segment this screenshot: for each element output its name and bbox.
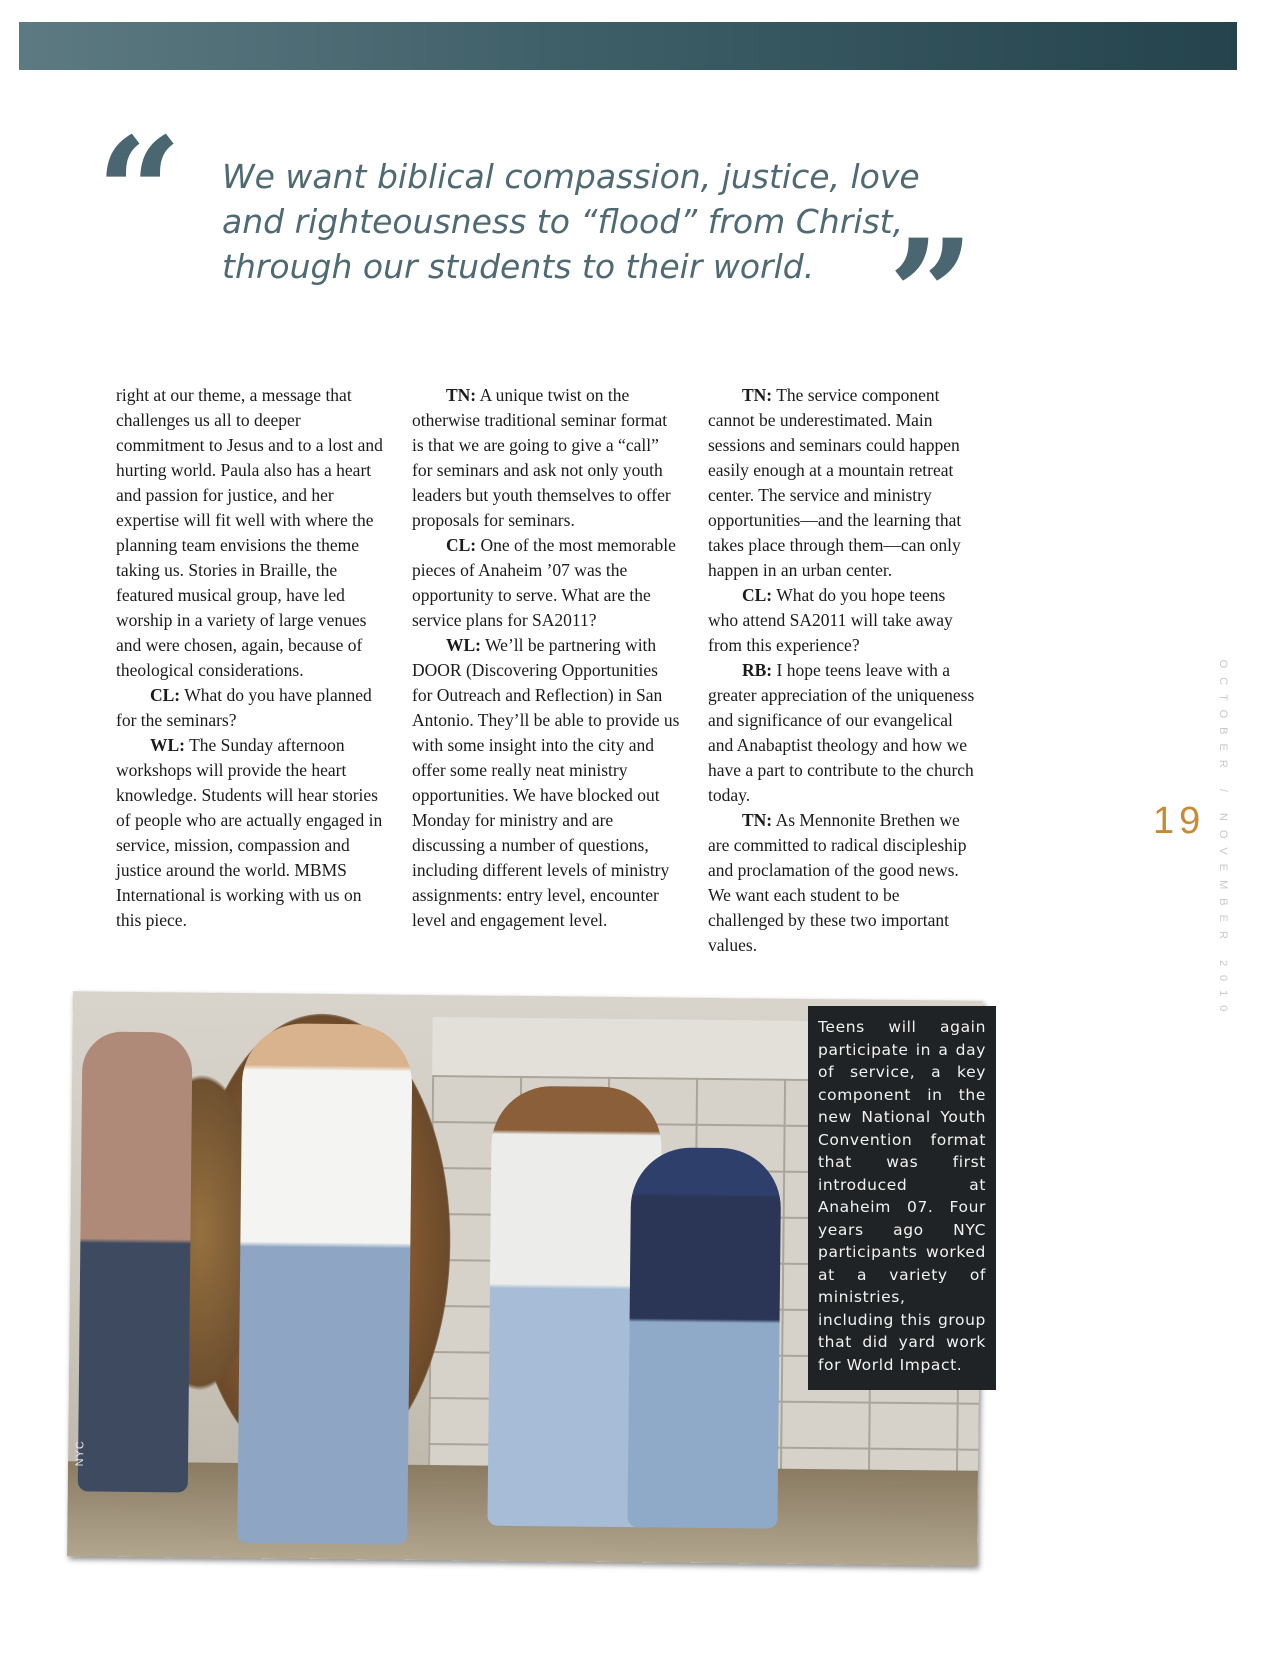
paragraph-text: We’ll be partnering with DOOR (Discovering Opportunities for Outreach and Reflection) in San Antonio. They’ll be able to provide us with some insight into the city and offer some really neat ministry opportunities. We have blocked out Monday for ministry and are discussing a number of questions, including different levels of ministry assignments: entry level, encounter level and engagement level. bbox=[412, 635, 680, 930]
pull-quote bbox=[222, 154, 920, 289]
paragraph bbox=[412, 383, 682, 533]
paragraph bbox=[708, 383, 978, 583]
article-column-2 bbox=[412, 383, 682, 933]
paragraph bbox=[412, 533, 682, 633]
open-quote-mark: “ bbox=[96, 105, 183, 281]
paragraph-text: The Sunday afternoon workshops will provide the heart knowledge. Students will hear stories of people who are actually engaged in service, mission, compassion and justice around the world. MBMS International is working with us on this piece. bbox=[116, 735, 383, 930]
paragraph-text: I hope teens leave with a greater appreciation of the uniqueness and significance of our evangelical and Anabaptist theology and how we have a part to contribute to the church today. bbox=[708, 660, 975, 805]
article-column-3 bbox=[708, 383, 978, 958]
paragraph-text: As Mennonite Brethen we are committed to radical discipleship and proclamation of the good news. We want each student to be challenged by these two important values. bbox=[708, 810, 967, 955]
pull-quote-line: and righteousness to “flood” from Christ, bbox=[222, 202, 904, 241]
paragraph-text: One of the most memorable pieces of Anaheim ’07 was the opportunity to serve. What are the service plans for SA2011? bbox=[412, 535, 676, 630]
paragraph-text: right at our theme, a message that challenges us all to deeper commitment to Jesus and to a lost and hurting world. Paula also has a heart and passion for justice, and her expertise will fit well with where the planning team envisions the theme taking us. Stories in Braille, the featured musical group, have led worship in a variety of large venues and were chosen, again, because of theological considerations. bbox=[116, 385, 383, 680]
paragraph-text: What do you hope teens who attend SA2011 will take away from this experience? bbox=[708, 585, 953, 655]
paragraph-text: What do you have planned for the seminars? bbox=[116, 685, 372, 730]
close-quote-mark: ” bbox=[888, 207, 975, 383]
paragraph bbox=[708, 808, 978, 958]
photo-person bbox=[237, 1023, 412, 1545]
speaker-initials: CL: bbox=[150, 685, 181, 705]
paragraph bbox=[708, 583, 978, 658]
issue-date: OCTOBER / NOVEMBER 2010 bbox=[1217, 659, 1229, 1021]
speaker-initials: TN: bbox=[742, 810, 773, 830]
speaker-initials: WL: bbox=[150, 735, 185, 755]
photo-person bbox=[78, 1031, 193, 1492]
pull-quote-line: through our students to their world. bbox=[222, 247, 815, 286]
speaker-initials: WL: bbox=[446, 635, 481, 655]
photo-person bbox=[627, 1147, 781, 1529]
paragraph-text: The service component cannot be underestimated. Main sessions and seminars could happen easily enough at a mountain retreat center. The service and ministry opportunities—and the learning that takes place through them—can only happen in an urban center. bbox=[708, 385, 962, 580]
photo-credit: NYC bbox=[74, 1440, 87, 1467]
speaker-initials: TN: bbox=[446, 385, 477, 405]
photo-caption: Teens will again participate in a day of service, a key component in the new National Youth Convention format that was first introduced at Anaheim 07. Four years ago NYC participants worked at a variety of ministries, including this group that did yard work for World Impact. bbox=[808, 1006, 996, 1390]
article-column-1 bbox=[116, 383, 386, 933]
header-bar bbox=[19, 22, 1237, 70]
paragraph bbox=[116, 383, 386, 683]
speaker-initials: TN: bbox=[742, 385, 773, 405]
speaker-initials: RB: bbox=[742, 660, 773, 680]
speaker-initials: CL: bbox=[446, 535, 477, 555]
pull-quote-line: We want biblical compassion, justice, love bbox=[222, 157, 920, 196]
paragraph bbox=[116, 733, 386, 933]
paragraph bbox=[116, 683, 386, 733]
paragraph bbox=[708, 658, 978, 808]
paragraph bbox=[412, 633, 682, 933]
speaker-initials: CL: bbox=[742, 585, 773, 605]
paragraph-text: A unique twist on the otherwise traditional seminar format is that we are going to give a “call” for seminars and ask not only youth leaders but youth themselves to offer proposals for seminars. bbox=[412, 385, 671, 530]
page-number: 19 bbox=[1153, 800, 1206, 842]
